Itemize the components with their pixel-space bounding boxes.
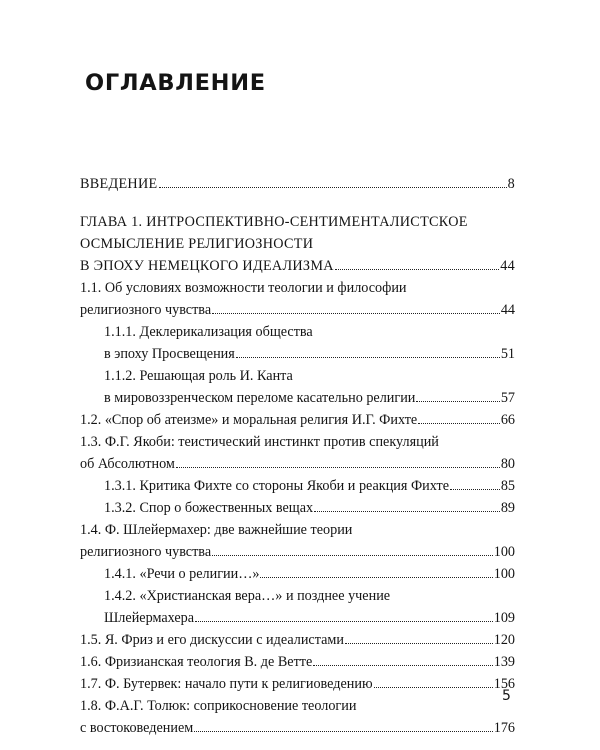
dot-leader	[418, 418, 500, 424]
toc-page-number: 44	[500, 258, 515, 274]
toc-entry-title-line: 1.1.2. Решающая роль И. Канта	[104, 368, 293, 384]
toc-entry-title: 1.7. Ф. Бутервек: начало пути к религиоведению	[80, 676, 373, 692]
toc-entry-1-5[interactable]	[80, 629, 515, 651]
dot-leader	[345, 638, 493, 644]
toc-entry-1-2[interactable]	[80, 409, 515, 431]
toc-entry-1-8[interactable]	[80, 695, 515, 739]
toc-entry-1-4-2[interactable]	[80, 585, 515, 629]
toc-entry-1-3-1[interactable]	[80, 475, 515, 497]
toc-entry-title-line: Шлейермахера	[104, 610, 195, 626]
toc-entry-title-line: 1.8. Ф.А.Г. Толюк: соприкосновение теологии	[80, 698, 357, 714]
toc-page-number: 109	[493, 610, 515, 626]
toc-page-number: 51	[500, 346, 515, 362]
dot-leader	[212, 550, 493, 556]
toc-page-number: 156	[493, 676, 515, 692]
toc-page-number: 100	[493, 544, 515, 560]
toc-entry-title-line: 1.3. Ф.Г. Якоби: теистический инстинкт против спекуляций	[80, 434, 439, 450]
toc-page-number: 80	[500, 456, 515, 472]
toc-page-number: 120	[493, 632, 515, 648]
toc-entry-title-line: 1.4.2. «Христианская вера…» и позднее учение	[104, 588, 391, 604]
toc-entry-introduction[interactable]	[80, 173, 515, 195]
toc-entry-title: 1.3.1. Критика Фихте со стороны Якоби и реакция Фихте	[104, 478, 449, 494]
toc-entry-1-1[interactable]	[80, 277, 515, 321]
dot-leader	[335, 264, 499, 270]
toc-entry-1-7[interactable]	[80, 673, 515, 695]
toc-entry-title-line: религиозного чувства	[80, 544, 212, 560]
dot-leader	[194, 726, 492, 732]
toc-page-number: 57	[500, 390, 515, 406]
page-number: 5	[502, 688, 511, 704]
toc-page-number: 100	[493, 566, 515, 582]
toc-entry-title: 1.3.2. Спор о божественных вещах	[104, 500, 314, 516]
toc-page-number: 8	[507, 176, 515, 192]
toc-page-number: 139	[493, 654, 515, 670]
toc-entry-title: 1.4.1. «Речи о религии…»	[104, 566, 260, 582]
dot-leader	[416, 396, 499, 402]
toc-entry-title: 1.5. Я. Фриз и его дискуссии с идеалистами	[80, 632, 344, 648]
toc-page-number: 85	[500, 478, 515, 494]
toc-entry-1-4-1[interactable]	[80, 563, 515, 585]
dot-leader	[195, 616, 493, 622]
toc-entry-1-1-2[interactable]	[80, 365, 515, 409]
toc-entry-title: 1.2. «Спор об атеизме» и моральная религия И.Г. Фихте	[80, 412, 418, 428]
dot-leader	[159, 182, 507, 188]
toc-entry-title-line: в мировоззренческом переломе касательно религии	[104, 390, 416, 406]
toc-entry-title-line: 1.1. Об условиях возможности теологии и философии	[80, 280, 407, 296]
dot-leader	[212, 308, 500, 314]
toc-entry-1-3[interactable]	[80, 431, 515, 475]
toc-entry-title-line: ОСМЫСЛЕНИЕ РЕЛИГИОЗНОСТИ	[80, 236, 314, 252]
toc-entry-title-line: в эпоху Просвещения	[104, 346, 235, 362]
toc-entry-title-line: В ЭПОХУ НЕМЕЦКОГО ИДЕАЛИЗМА	[80, 258, 334, 274]
dot-leader	[260, 572, 492, 578]
toc-entry-title-line: 1.1.1. Деклерикализация общества	[104, 324, 313, 340]
toc-page-number: 66	[500, 412, 515, 428]
toc-entry-1-4[interactable]	[80, 519, 515, 563]
toc-entry-title-line: об Абсолютном	[80, 456, 175, 472]
table-of-contents	[80, 173, 515, 739]
dot-leader	[374, 682, 493, 688]
dot-leader	[176, 462, 500, 468]
toc-page-number: 89	[500, 500, 515, 516]
toc-entry-title-line: ГЛАВА 1. ИНТРОСПЕКТИВНО-СЕНТИМЕНТАЛИСТСКОЕ	[80, 214, 468, 230]
toc-entry-title: 1.6. Фризианская теология В. де Ветте	[80, 654, 313, 670]
toc-entry-1-3-2[interactable]	[80, 497, 515, 519]
toc-page-number: 176	[493, 720, 515, 736]
toc-entry-1-1-1[interactable]	[80, 321, 515, 365]
toc-entry-title-line: религиозного чувства	[80, 302, 212, 318]
toc-entry-chapter-1[interactable]	[80, 211, 515, 277]
page-title: ОГЛАВЛЕНИЕ	[85, 70, 266, 96]
toc-page-number: 44	[500, 302, 515, 318]
toc-entry-title-line: с востоковедением	[80, 720, 194, 736]
dot-leader	[313, 660, 492, 666]
toc-entry-1-6[interactable]	[80, 651, 515, 673]
dot-leader	[314, 506, 500, 512]
dot-leader	[450, 484, 500, 490]
toc-entry-title-line: 1.4. Ф. Шлейермахер: две важнейшие теории	[80, 522, 353, 538]
dot-leader	[236, 352, 500, 358]
toc-entry-title: ВВЕДЕНИЕ	[80, 176, 158, 192]
